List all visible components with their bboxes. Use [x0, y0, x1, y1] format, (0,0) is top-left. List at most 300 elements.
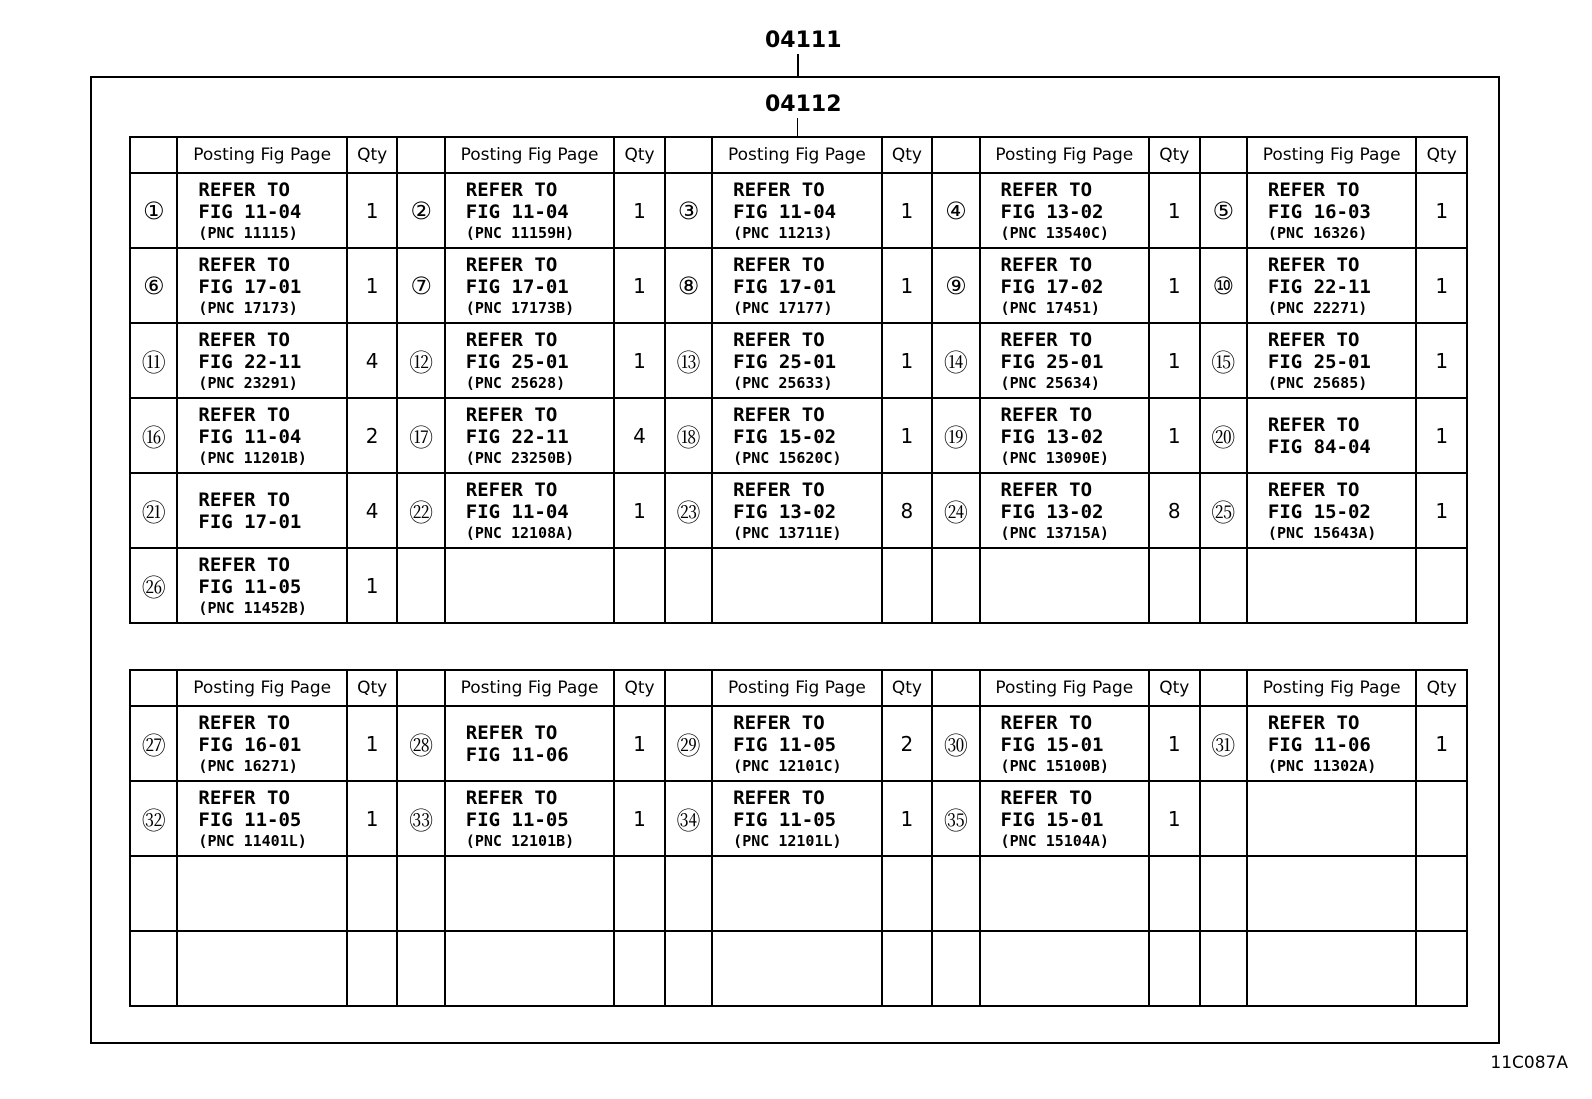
posting-fig-page-cell: [980, 173, 1150, 248]
qty-cell: 8: [882, 473, 932, 548]
refer-to-text: REFER TO: [733, 478, 825, 501]
item-number: ③: [665, 173, 712, 248]
pnc-reference: (PNC 13090E): [1000, 448, 1109, 467]
pnc-reference: (PNC 13540C): [1000, 223, 1109, 242]
parts-reference-table-1: [129, 136, 1468, 624]
refer-to-text: REFER TO: [733, 178, 825, 201]
fig-reference: FIG 11-05: [198, 808, 302, 831]
item-number: [397, 856, 444, 931]
posting-fig-page-cell: [1247, 548, 1417, 623]
item-number: ㉗: [130, 706, 177, 781]
item-number: ⑪: [130, 323, 177, 398]
item-number: ⑯: [130, 398, 177, 473]
fig-reference: FIG 11-04: [465, 500, 569, 523]
fig-reference: FIG 15-01: [1000, 733, 1104, 756]
qty-cell: 1: [1149, 173, 1199, 248]
header-blank: [1200, 670, 1247, 706]
posting-fig-page-cell: [980, 706, 1150, 781]
fig-reference: FIG 25-01: [733, 350, 837, 373]
table-row: [130, 856, 1467, 931]
refer-to-text: REFER TO: [733, 711, 825, 734]
posting-fig-page-cell: [712, 548, 882, 623]
qty-cell: [1416, 856, 1467, 931]
header-qty: Qty: [882, 670, 932, 706]
assembly-number-04111: 04111: [765, 28, 842, 53]
pnc-reference: (PNC 12101L): [733, 831, 842, 850]
header-qty: Qty: [1416, 137, 1467, 173]
refer-to-text: REFER TO: [465, 328, 558, 351]
posting-fig-page-cell: [177, 473, 347, 548]
pnc-reference: (PNC 13711E): [733, 523, 842, 542]
posting-fig-page-cell: [980, 931, 1150, 1006]
fig-reference: FIG 84-04: [1267, 435, 1371, 458]
refer-to-text: REFER TO: [198, 488, 290, 511]
posting-fig-page-cell: [445, 173, 615, 248]
refer-to-text: REFER TO: [198, 403, 290, 426]
item-number: ⑰: [397, 398, 444, 473]
pnc-reference: (PNC 25633): [733, 373, 833, 392]
item-number: ②: [397, 173, 444, 248]
item-number: ⑳: [1200, 398, 1247, 473]
header-qty: Qty: [347, 137, 397, 173]
qty-cell: [1149, 548, 1199, 623]
pnc-reference: (PNC 15643A): [1267, 523, 1377, 542]
header-posting-fig-page: Posting Fig Page: [445, 137, 615, 173]
pnc-reference: (PNC 15100B): [1000, 756, 1109, 775]
leader-line-04112: [797, 118, 798, 136]
qty-cell: [882, 856, 932, 931]
fig-reference: FIG 25-01: [465, 350, 569, 373]
leader-line-04111: [797, 54, 799, 76]
posting-fig-page-cell: [1247, 856, 1417, 931]
qty-cell: 1: [614, 248, 664, 323]
item-number: [665, 548, 712, 623]
header-posting-fig-page: Posting Fig Page: [712, 670, 882, 706]
pnc-reference: (PNC 23250B): [465, 448, 575, 467]
fig-reference: FIG 11-04: [198, 425, 302, 448]
fig-reference: FIG 17-01: [198, 510, 302, 533]
fig-reference: FIG 13-02: [1000, 500, 1104, 523]
pnc-reference: (PNC 11452B): [198, 598, 307, 617]
posting-fig-page-cell: [712, 706, 882, 781]
posting-fig-page-cell: [1247, 173, 1417, 248]
table-row: [130, 781, 1467, 856]
posting-fig-page-cell: [177, 323, 347, 398]
item-number: [932, 856, 979, 931]
table-row: [130, 931, 1467, 1006]
header-qty: Qty: [347, 670, 397, 706]
refer-to-text: REFER TO: [1000, 328, 1093, 351]
posting-fig-page-cell: [980, 548, 1150, 623]
posting-fig-page-cell: [445, 856, 615, 931]
pnc-reference: (PNC 25685): [1267, 373, 1368, 392]
posting-fig-page-cell: [712, 931, 882, 1006]
qty-cell: 1: [614, 781, 664, 856]
fig-reference: FIG 17-02: [1000, 275, 1104, 298]
fig-reference: FIG 11-04: [198, 200, 302, 223]
qty-cell: 1: [882, 173, 932, 248]
qty-cell: 1: [347, 706, 397, 781]
refer-to-text: REFER TO: [465, 478, 558, 501]
qty-cell: 1: [1149, 781, 1199, 856]
table-row: [130, 398, 1467, 473]
pnc-reference: (PNC 11213): [733, 223, 833, 242]
posting-fig-page-cell: [445, 248, 615, 323]
header-blank: [130, 670, 177, 706]
posting-fig-page-cell: [1247, 398, 1417, 473]
qty-cell: [1416, 781, 1467, 856]
fig-reference: FIG 22-11: [198, 350, 302, 373]
qty-cell: [1149, 931, 1199, 1006]
qty-cell: 4: [614, 398, 664, 473]
refer-to-text: REFER TO: [733, 253, 825, 276]
fig-reference: FIG 11-06: [1267, 733, 1371, 756]
header-qty: Qty: [1416, 670, 1467, 706]
pnc-reference: (PNC 17177): [733, 298, 833, 317]
qty-cell: 1: [882, 781, 932, 856]
posting-fig-page-cell: [1247, 473, 1417, 548]
posting-fig-page-cell: [445, 706, 615, 781]
item-number: ㉘: [397, 706, 444, 781]
qty-cell: [614, 548, 664, 623]
qty-cell: 1: [1416, 706, 1467, 781]
item-number: ⑫: [397, 323, 444, 398]
refer-to-text: REFER TO: [1267, 413, 1360, 436]
pnc-reference: (PNC 11115): [198, 223, 298, 242]
qty-cell: [614, 931, 664, 1006]
item-number: ㉔: [932, 473, 979, 548]
fig-reference: FIG 13-02: [1000, 425, 1104, 448]
item-number: ⑤: [1200, 173, 1247, 248]
posting-fig-page-cell: [445, 473, 615, 548]
header-posting-fig-page: Posting Fig Page: [445, 670, 615, 706]
table-row: [130, 248, 1467, 323]
posting-fig-page-cell: [445, 781, 615, 856]
posting-fig-page-cell: [980, 473, 1150, 548]
item-number: ①: [130, 173, 177, 248]
item-number: [1200, 856, 1247, 931]
refer-to-text: REFER TO: [198, 786, 290, 809]
header-qty: Qty: [614, 670, 664, 706]
qty-cell: 4: [347, 473, 397, 548]
fig-reference: FIG 11-05: [733, 808, 837, 831]
header-posting-fig-page: Posting Fig Page: [177, 670, 347, 706]
qty-cell: 1: [347, 548, 397, 623]
qty-cell: [347, 931, 397, 1006]
refer-to-text: REFER TO: [1267, 328, 1360, 351]
pnc-reference: (PNC 16326): [1267, 223, 1368, 242]
item-number: ㉕: [1200, 473, 1247, 548]
fig-reference: FIG 17-01: [198, 275, 302, 298]
header-blank: [397, 137, 444, 173]
posting-fig-page-cell: [712, 398, 882, 473]
fig-reference: FIG 11-05: [465, 808, 569, 831]
item-number: ㉜: [130, 781, 177, 856]
refer-to-text: REFER TO: [465, 721, 558, 744]
item-number: ㉛: [1200, 706, 1247, 781]
header-blank: [932, 670, 979, 706]
qty-cell: [1416, 931, 1467, 1006]
fig-reference: FIG 16-03: [1267, 200, 1371, 223]
qty-cell: [1149, 856, 1199, 931]
pnc-reference: (PNC 15104A): [1000, 831, 1109, 850]
refer-to-text: REFER TO: [465, 403, 558, 426]
qty-cell: 1: [1416, 248, 1467, 323]
posting-fig-page-cell: [177, 398, 347, 473]
posting-fig-page-cell: [177, 856, 347, 931]
item-number: [130, 856, 177, 931]
fig-reference: FIG 17-01: [733, 275, 837, 298]
qty-cell: [1416, 548, 1467, 623]
drawing-code: 11C087A: [1490, 1053, 1568, 1073]
item-number: [397, 931, 444, 1006]
posting-fig-page-cell: [445, 323, 615, 398]
item-number: ⑨: [932, 248, 979, 323]
header-blank: [665, 137, 712, 173]
pnc-reference: (PNC 16271): [198, 756, 298, 775]
fig-reference: FIG 25-01: [1267, 350, 1371, 373]
item-number: ⑱: [665, 398, 712, 473]
posting-fig-page-cell: [1247, 323, 1417, 398]
fig-reference: FIG 22-11: [465, 425, 569, 448]
posting-fig-page-cell: [712, 781, 882, 856]
header-blank: [932, 137, 979, 173]
qty-cell: 1: [614, 473, 664, 548]
item-number: ㉝: [397, 781, 444, 856]
refer-to-text: REFER TO: [1267, 478, 1360, 501]
refer-to-text: REFER TO: [198, 553, 290, 576]
assembly-number-04112: 04112: [765, 92, 842, 117]
header-blank: [130, 137, 177, 173]
item-number: [1200, 931, 1247, 1006]
pnc-reference: (PNC 25628): [465, 373, 566, 392]
fig-reference: FIG 15-02: [1267, 500, 1371, 523]
table-row: [130, 473, 1467, 548]
header-qty: Qty: [1149, 137, 1199, 173]
qty-cell: 2: [882, 706, 932, 781]
item-number: ⑥: [130, 248, 177, 323]
pnc-reference: (PNC 11401L): [198, 831, 307, 850]
posting-fig-page-cell: [1247, 931, 1417, 1006]
qty-cell: 1: [347, 173, 397, 248]
header-row: [130, 670, 1467, 706]
item-number: ⑲: [932, 398, 979, 473]
posting-fig-page-cell: [980, 323, 1150, 398]
fig-reference: FIG 15-01: [1000, 808, 1104, 831]
posting-fig-page-cell: [712, 248, 882, 323]
pnc-reference: (PNC 11201B): [198, 448, 307, 467]
qty-cell: 1: [1149, 323, 1199, 398]
posting-fig-page-cell: [1247, 781, 1417, 856]
pnc-reference: (PNC 12101B): [465, 831, 575, 850]
refer-to-text: REFER TO: [1267, 711, 1360, 734]
table-row: [130, 706, 1467, 781]
header-blank: [665, 670, 712, 706]
qty-cell: 1: [1416, 323, 1467, 398]
pnc-reference: (PNC 11302A): [1267, 756, 1377, 775]
fig-reference: FIG 16-01: [198, 733, 302, 756]
qty-cell: [882, 931, 932, 1006]
fig-reference: FIG 11-05: [198, 575, 302, 598]
table-row: [130, 548, 1467, 623]
item-number: ⑦: [397, 248, 444, 323]
qty-cell: 1: [1149, 398, 1199, 473]
refer-to-text: REFER TO: [1000, 253, 1093, 276]
item-number: [1200, 548, 1247, 623]
qty-cell: 1: [1149, 248, 1199, 323]
posting-fig-page-cell: [712, 473, 882, 548]
refer-to-text: REFER TO: [1000, 786, 1093, 809]
qty-cell: 8: [1149, 473, 1199, 548]
header-posting-fig-page: Posting Fig Page: [980, 670, 1150, 706]
fig-reference: FIG 17-01: [465, 275, 569, 298]
parts-reference-table-2: [129, 669, 1468, 1007]
qty-cell: [614, 856, 664, 931]
table-row: [130, 323, 1467, 398]
item-number: ⑬: [665, 323, 712, 398]
pnc-reference: (PNC 17173B): [465, 298, 575, 317]
header-posting-fig-page: Posting Fig Page: [1247, 670, 1417, 706]
posting-fig-page-cell: [980, 248, 1150, 323]
refer-to-text: REFER TO: [198, 178, 290, 201]
header-qty: Qty: [882, 137, 932, 173]
refer-to-text: REFER TO: [1267, 253, 1360, 276]
refer-to-text: REFER TO: [1000, 403, 1093, 426]
posting-fig-page-cell: [177, 173, 347, 248]
pnc-reference: (PNC 11159H): [465, 223, 575, 242]
item-number: ㉚: [932, 706, 979, 781]
posting-fig-page-cell: [980, 856, 1150, 931]
header-posting-fig-page: Posting Fig Page: [712, 137, 882, 173]
item-number: ⑧: [665, 248, 712, 323]
qty-cell: [347, 856, 397, 931]
posting-fig-page-cell: [1247, 248, 1417, 323]
qty-cell: 1: [614, 706, 664, 781]
qty-cell: 1: [882, 323, 932, 398]
posting-fig-page-cell: [445, 548, 615, 623]
posting-fig-page-cell: [177, 931, 347, 1006]
refer-to-text: REFER TO: [1000, 178, 1093, 201]
header-posting-fig-page: Posting Fig Page: [1247, 137, 1417, 173]
item-number: ④: [932, 173, 979, 248]
item-number: [397, 548, 444, 623]
refer-to-text: REFER TO: [1000, 711, 1093, 734]
refer-to-text: REFER TO: [198, 328, 290, 351]
posting-fig-page-cell: [177, 548, 347, 623]
item-number: ㉙: [665, 706, 712, 781]
refer-to-text: REFER TO: [1267, 178, 1360, 201]
fig-reference: FIG 13-02: [1000, 200, 1104, 223]
posting-fig-page-cell: [445, 931, 615, 1006]
fig-reference: FIG 25-01: [1000, 350, 1104, 373]
refer-to-text: REFER TO: [465, 178, 558, 201]
fig-reference: FIG 11-05: [733, 733, 837, 756]
header-qty: Qty: [1149, 670, 1199, 706]
qty-cell: 2: [347, 398, 397, 473]
pnc-reference: (PNC 22271): [1267, 298, 1368, 317]
pnc-reference: (PNC 25634): [1000, 373, 1100, 392]
header-posting-fig-page: Posting Fig Page: [980, 137, 1150, 173]
qty-cell: 1: [1416, 173, 1467, 248]
qty-cell: 1: [614, 323, 664, 398]
fig-reference: FIG 22-11: [1267, 275, 1371, 298]
qty-cell: 1: [882, 248, 932, 323]
qty-cell: [882, 548, 932, 623]
pnc-reference: (PNC 15620C): [733, 448, 842, 467]
qty-cell: 1: [882, 398, 932, 473]
item-number: ⑩: [1200, 248, 1247, 323]
item-number: ㉒: [397, 473, 444, 548]
pnc-reference: (PNC 17451): [1000, 298, 1100, 317]
item-number: ㉟: [932, 781, 979, 856]
item-number: [130, 931, 177, 1006]
qty-cell: 4: [347, 323, 397, 398]
qty-cell: 1: [1149, 706, 1199, 781]
posting-fig-page-cell: [980, 398, 1150, 473]
refer-to-text: REFER TO: [198, 253, 290, 276]
refer-to-text: REFER TO: [465, 786, 558, 809]
refer-to-text: REFER TO: [733, 403, 825, 426]
item-number: [932, 548, 979, 623]
refer-to-text: REFER TO: [198, 711, 290, 734]
item-number: ⑭: [932, 323, 979, 398]
pnc-reference: (PNC 17173): [198, 298, 298, 317]
item-number: [1200, 781, 1247, 856]
pnc-reference: (PNC 23291): [198, 373, 298, 392]
header-posting-fig-page: Posting Fig Page: [177, 137, 347, 173]
fig-reference: FIG 13-02: [733, 500, 837, 523]
item-number: ㉞: [665, 781, 712, 856]
header-blank: [397, 670, 444, 706]
fig-reference: FIG 15-02: [733, 425, 837, 448]
item-number: [932, 931, 979, 1006]
item-number: [665, 931, 712, 1006]
qty-cell: 1: [347, 248, 397, 323]
posting-fig-page-cell: [177, 706, 347, 781]
header-row: [130, 137, 1467, 173]
item-number: ㉖: [130, 548, 177, 623]
pnc-reference: (PNC 13715A): [1000, 523, 1109, 542]
posting-fig-page-cell: [712, 323, 882, 398]
fig-reference: FIG 11-06: [465, 743, 569, 766]
posting-fig-page-cell: [980, 781, 1150, 856]
qty-cell: 1: [1416, 473, 1467, 548]
posting-fig-page-cell: [177, 781, 347, 856]
pnc-reference: (PNC 12101C): [733, 756, 842, 775]
item-number: ㉑: [130, 473, 177, 548]
item-number: ⑮: [1200, 323, 1247, 398]
header-qty: Qty: [614, 137, 664, 173]
qty-cell: 1: [1416, 398, 1467, 473]
refer-to-text: REFER TO: [733, 786, 825, 809]
posting-fig-page-cell: [177, 248, 347, 323]
header-blank: [1200, 137, 1247, 173]
posting-fig-page-cell: [712, 173, 882, 248]
item-number: [665, 856, 712, 931]
refer-to-text: REFER TO: [1000, 478, 1093, 501]
posting-fig-page-cell: [712, 856, 882, 931]
fig-reference: FIG 11-04: [733, 200, 837, 223]
fig-reference: FIG 11-04: [465, 200, 569, 223]
refer-to-text: REFER TO: [465, 253, 558, 276]
table-row: [130, 173, 1467, 248]
pnc-reference: (PNC 12108A): [465, 523, 575, 542]
posting-fig-page-cell: [445, 398, 615, 473]
qty-cell: 1: [347, 781, 397, 856]
refer-to-text: REFER TO: [733, 328, 825, 351]
item-number: ㉓: [665, 473, 712, 548]
posting-fig-page-cell: [1247, 706, 1417, 781]
